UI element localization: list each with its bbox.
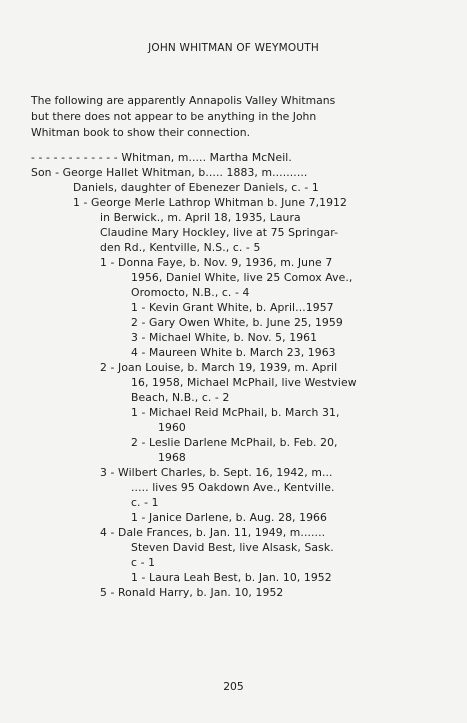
genealogy-line: 1968: [158, 451, 186, 464]
genealogy-line: 1956, Daniel White, live 25 Comox Ave.,: [131, 271, 353, 284]
genealogy-line: 4 - Maureen White b. March 23, 1963: [131, 346, 336, 359]
genealogy-line: 1960: [158, 421, 186, 434]
genealogy-line: in Berwick., m. April 18, 1935, Laura: [100, 211, 301, 224]
genealogy-line: 4 - Dale Frances, b. Jan. 11, 1949, m.......: [100, 526, 326, 539]
genealogy-line: c - 1: [131, 556, 156, 569]
intro-line: Whitman book to show their connection.: [31, 126, 251, 139]
genealogy-line: 1 - Kevin Grant White, b. April...1957: [131, 301, 334, 314]
genealogy-line: 5 - Ronald Harry, b. Jan. 10, 1952: [100, 586, 284, 599]
genealogy-line: 1 - Janice Darlene, b. Aug. 28, 1966: [131, 511, 327, 524]
genealogy-line: Oromocto, N.B., c. - 4: [131, 286, 250, 299]
genealogy-line: 1 - Laura Leah Best, b. Jan. 10, 1952: [131, 571, 332, 584]
genealogy-line: 16, 1958, Michael McPhail, live Westview: [131, 376, 357, 389]
genealogy-line: 1 - George Merle Lathrop Whitman b. June 7,1912: [73, 196, 347, 209]
page-title: JOHN WHITMAN OF WEYMOUTH: [148, 42, 319, 54]
genealogy-line: den Rd., Kentville, N.S., c. - 5: [100, 241, 261, 254]
genealogy-line: Daniels, daughter of Ebenezer Daniels, c. - 1: [73, 181, 319, 194]
genealogy-line: 3 - Michael White, b. Nov. 5, 1961: [131, 331, 318, 344]
genealogy-line: Beach, N.B., c. - 2: [131, 391, 230, 404]
intro-line: but there does not appear to be anything in the John: [31, 110, 317, 123]
intro-paragraph: [31, 93, 441, 141]
intro-line: The following are apparently Annapolis Valley Whitmans: [31, 94, 336, 107]
genealogy-line: Claudine Mary Hockley, live at 75 Springar-: [100, 226, 339, 239]
page-number: 205: [223, 680, 244, 693]
genealogy-line: Steven David Best, live Alsask, Sask.: [131, 541, 334, 554]
genealogy-line: 2 - Joan Louise, b. March 19, 1939, m. April: [100, 361, 338, 374]
genealogy-line: 1 - Donna Faye, b. Nov. 9, 1936, m. June 7: [100, 256, 333, 269]
genealogy-line: 2 - Leslie Darlene McPhail, b. Feb. 20,: [131, 436, 338, 449]
genealogy-line: ..... lives 95 Oakdown Ave., Kentville.: [131, 481, 335, 494]
genealogy-line: c. - 1: [131, 496, 159, 509]
genealogy-line: Son - George Hallet Whitman, b..... 1883, m..........: [31, 166, 308, 179]
genealogy-line: 3 - Wilbert Charles, b. Sept. 16, 1942, m...: [100, 466, 333, 479]
genealogy-line: 1 - Michael Reid McPhail, b. March 31,: [131, 406, 340, 419]
genealogy-line: 2 - Gary Owen White, b. June 25, 1959: [131, 316, 343, 329]
genealogy-line: - - - - - - - - - - - - Whitman, m..... Martha McNeil.: [31, 151, 292, 164]
